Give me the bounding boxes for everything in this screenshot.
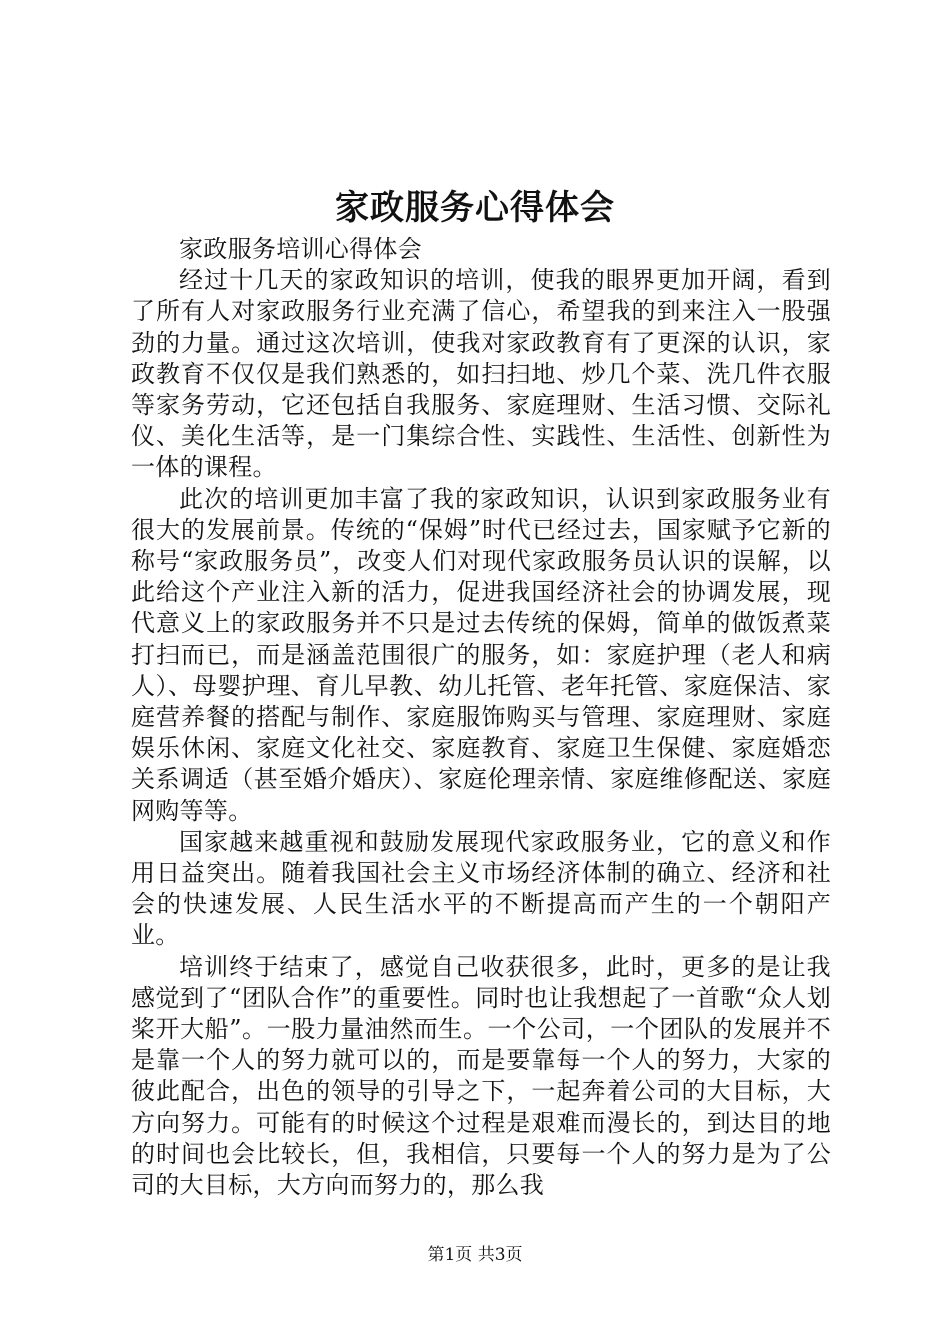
body-paragraph: 培训终于结束了，感觉自己收获很多，此时，更多的是让我感觉到了“团队合作”的重要性。同时也让我想起了一首歌“众人划桨开大船”。一股力量油然而生。一个公司，一个团队的发展并不是靠一个人的努力就可以的，而是要靠每一个人的努力，大家的彼此配合，出色的领导的引导之下，一起奔着公司的大目标，大方向努力。可能有的时候这个过程是艰难而漫长的，到达目的地的时间也会比较长，但，我相信，只要每一个人的努力是为了公司的大目标，大方向而努力的，那么我 xyxy=(131,952,831,1200)
body-paragraph: 此次的培训更加丰富了我的家政知识，认识到家政服务业有很大的发展前景。传统的“保姆”时代已经过去，国家赋予它新的称号“家政服务员”，改变人们对现代家政服务员认识的误解，以此给这个产业注入新的活力，促进我国经济社会的协调发展，现代意义上的家政服务并不只是过去传统的保姆，简单的做饭煮菜打扫而已，而是涵盖范围很广的服务，如：家庭护理（老人和病人）、母婴护理、育儿早教、幼儿托管、老年托管、家庭保洁、家庭营养餐的搭配与制作、家庭服饰购买与管理、家庭理财、家庭娱乐休闲、家庭文化社交、家庭教育、家庭卫生保健、家庭婚恋关系调适（甚至婚介婚庆）、家庭伦理亲情、家庭维修配送、家庭网购等等。 xyxy=(131,484,831,825)
page-footer: 第1页 共3页 xyxy=(427,1245,523,1265)
page-title: 家政服务心得体会 xyxy=(335,188,615,228)
subtitle-paragraph: 家政服务培训心得体会 xyxy=(179,235,422,263)
document-body xyxy=(131,234,831,1201)
body-paragraph: 经过十几天的家政知识的培训，使我的眼界更加开阔，看到了所有人对家政服务行业充满了信心，希望我的到来注入一股强劲的力量。通过这次培训，使我对家政教育有了更深的认识，家政教育不仅仅是我们熟悉的，如扫扫地、炒几个菜、洗几件衣服等家务劳动，它还包括自我服务、家庭理财、生活习惯、交际礼仪、美化生活等，是一门集综合性、实践性、生活性、创新性为一体的课程。 xyxy=(131,266,831,482)
body-paragraph: 国家越来越重视和鼓励发展现代家政服务业，它的意义和作用日益突出。随着我国社会主义市场经济体制的确立、经济和社会的快速发展、人民生活水平的不断提高而产生的一个朝阳产业。 xyxy=(131,827,831,950)
